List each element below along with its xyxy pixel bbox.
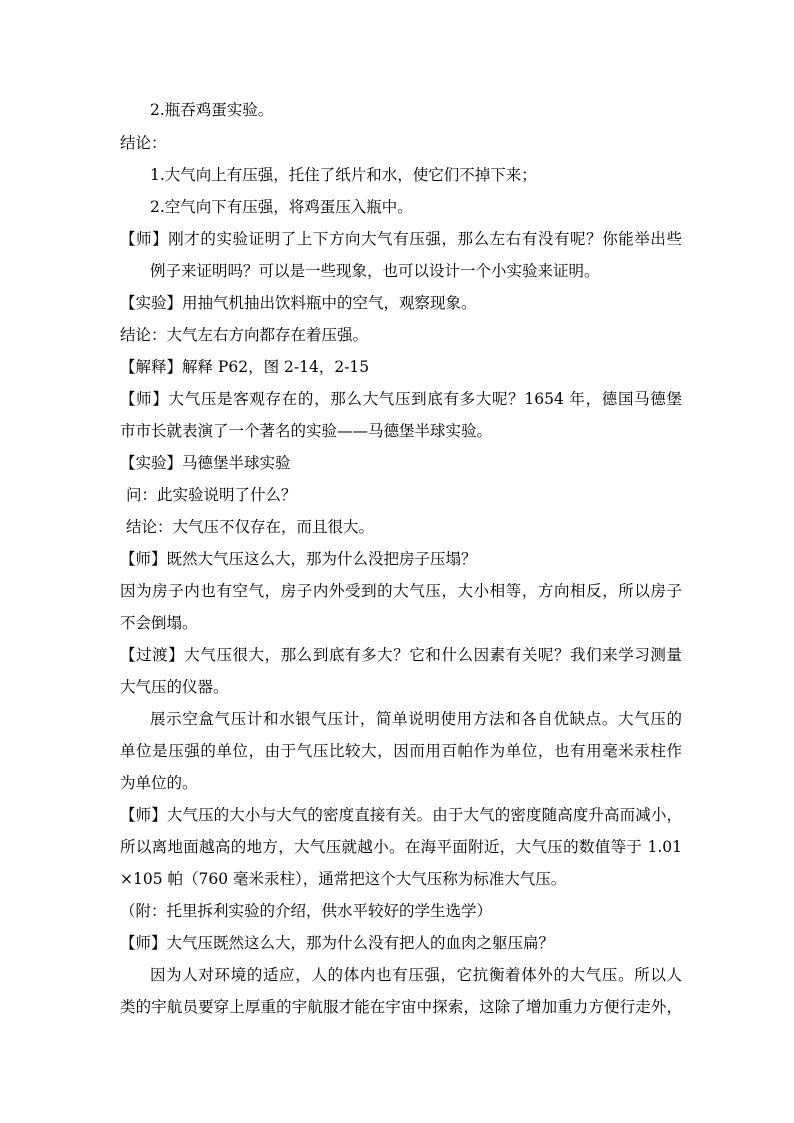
text-line: 【师】大气压的大小与大气的密度直接有关。由于大气的密度随高度升高而减小， [120,806,682,824]
text-line: 大气压的仪器。 [120,678,229,696]
text-line: 2.空气向下有压强，将鸡蛋压入瓶中。 [150,198,413,216]
text-line: 【解释】解释 P62，图 2-14，2-15 [120,358,370,376]
text-line: 结论：大气压不仅存在，而且很大。 [126,518,375,536]
text-line: 因为房子内也有空气，房子内外受到的大气压，大小相等，方向相反，所以房子 [120,582,682,600]
text-line: 结论： [120,134,167,152]
text-line: 因为人对环境的适应，人的体内也有压强，它抗衡着体外的大气压。所以人 [150,966,682,984]
text-line: 市市长就表演了一个著名的实验——马德堡半球实验。 [120,422,493,440]
text-line: （附：托里拆利实验的介绍，供水平较好的学生选学） [120,902,493,920]
text-line: 2.瓶吞鸡蛋实验。 [150,101,274,119]
text-line: 单位是压强的单位，由于气压比较大，因而用百帕作为单位，也有用毫米汞柱作 [120,742,682,760]
text-line: 【师】大气压是客观存在的，那么大气压到底有多大呢？1654 年，德国马德堡 [120,390,682,408]
text-line: 不会倒塌。 [120,614,198,632]
text-line: 结论：大气左右方向都存在着压强。 [120,326,369,344]
text-line: 【实验】马德堡半球实验 [120,454,291,472]
text-line: 【师】大气压既然这么大，那为什么没有把人的血肉之躯压扁？ [120,934,555,952]
text-line: 【师】刚才的实验证明了上下方向大气有压强，那么左右有没有呢？你能举出些 [120,230,682,248]
text-line: ×105 帕（760 毫米汞柱），通常把这个大气压称为标准大气压。 [120,870,567,888]
text-line: 例子来证明吗？可以是一些现象，也可以设计一个小实验来证明。 [150,262,600,280]
text-line: 问：此实验说明了什么？ [126,486,297,504]
text-line: 1.大气向上有压强，托住了纸片和水，使它们不掉下来； [150,166,537,184]
text-line: 为单位的。 [120,774,198,792]
text-line: 展示空盒气压计和水银气压计，简单说明使用方法和各自优缺点。大气压的 [150,710,682,728]
text-line: 类的宇航员要穿上厚重的宇航服才能在宇宙中探索，这除了增加重力方便行走外， [120,998,682,1016]
text-line: 【过渡】大气压很大，那么到底有多大？它和什么因素有关呢？我们来学习测量 [120,646,682,664]
text-line: 【师】既然大气压这么大，那为什么没把房子压塌？ [120,550,477,568]
text-line: 【实验】用抽气机抽出饮料瓶中的空气，观察现象。 [120,294,477,312]
text-line: 所以离地面越高的地方，大气压就越小。在海平面附近，大气压的数值等于 1.01 [120,838,682,856]
